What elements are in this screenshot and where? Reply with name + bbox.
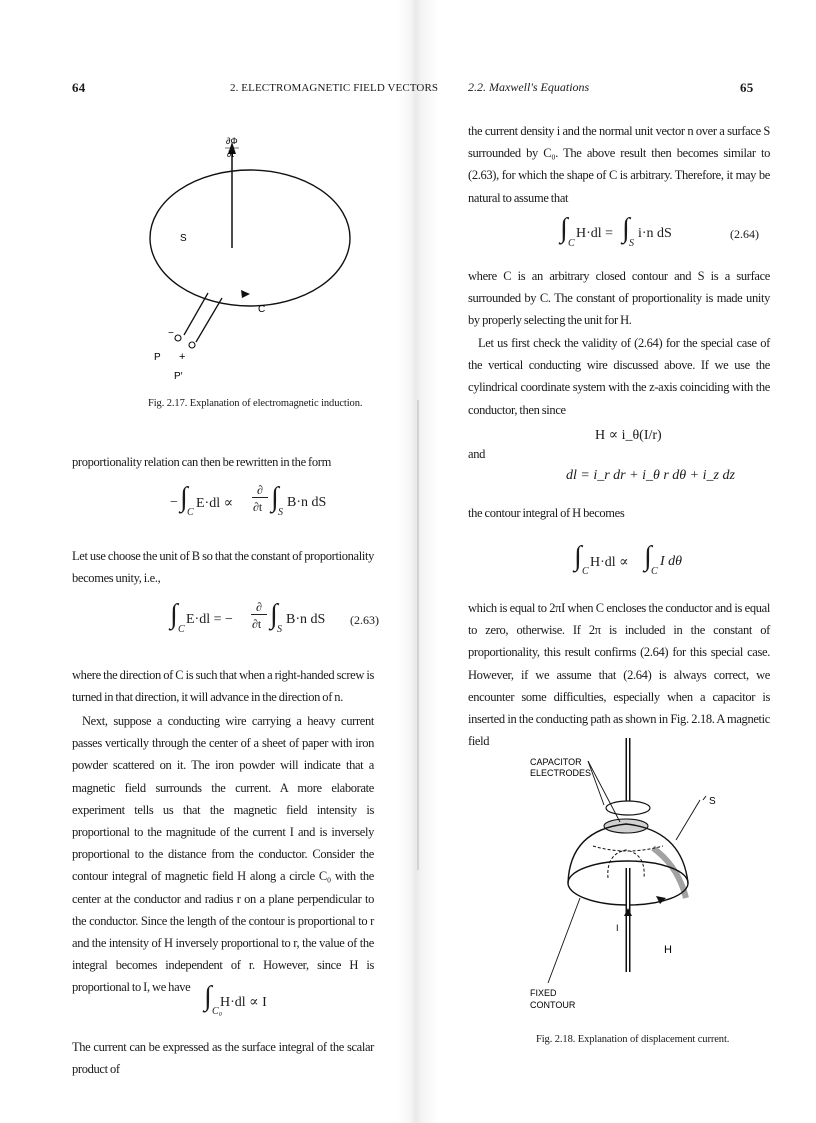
label-c: C — [258, 304, 266, 315]
label-p-prime: P′ — [174, 371, 183, 382]
label-minus: − — [168, 328, 174, 339]
label-p: P — [154, 352, 161, 363]
left-paragraph-2: Let use choose the unit of B so that the constant of proportionality becomes unity, i.e., — [72, 549, 374, 586]
contour-direction-arrow — [241, 290, 250, 298]
left-paragraph-1: proportionality relation can then be rewritten in the form — [72, 455, 331, 469]
fig-2-17-caption: Fig. 2.17. Explanation of electromagnetic induction. — [148, 398, 363, 409]
equation-2-63: ∫ C E·dl = − ∂ ∂t ∫ S B·n dS (2.63) — [170, 599, 379, 635]
right-paragraph-1: the current density i and the normal unit vector n over a surface S surrounded by C₀. The above result then becomes similar to (2.63), for which the shape of C is arbitrary. Therefore, it may be natural to assume that — [468, 124, 770, 205]
fig-2-18-caption: Fig. 2.18. Explanation of displacement current. — [536, 1034, 730, 1045]
equation-dl: dl = i_r dr + i_θ r dθ + i_z dz — [566, 468, 735, 483]
label-contour: CONTOUR — [530, 1000, 576, 1010]
lead-wire-right — [196, 298, 222, 342]
label-dt: ∂t — [227, 149, 234, 159]
left-running-header: 2. ELECTROMAGNETIC FIELD VECTORS — [230, 82, 439, 94]
figure-2-17 — [140, 130, 360, 390]
right-page-number: 65 — [740, 80, 754, 95]
word-and: and — [468, 447, 485, 461]
label-capacitor: CAPACITOR — [530, 757, 582, 767]
left-paragraph-4: Next, suppose a conducting wire carrying a heavy current passes vertically through the center of a sheet of paper with iron powder scattered on it. The iron powder will indicate that a magnetic field surrounds the current. A more elaborate experiment tells us that the magnetic field intensity is proportional to the magnitude of the current I and is inversely proportional to the distance from the conductor. Consider the contour integral of magnetic field H along a circle C₀ with the center at the conductor and radius r on a plane perpendicular to the conductor. Since the length of the contour is proportional to r and the intensity of H inversely proportional to r, the value of the integral becomes independent of r. However, since H is proportional to I, we have — [72, 714, 374, 995]
current-arrow — [624, 908, 632, 916]
gutter-shadow — [417, 400, 419, 870]
terminal-plus — [189, 342, 195, 348]
equation-2-64: ∫ C H·dl = ∫ S i·n dS (2.64) — [560, 213, 759, 249]
right-paragraph-3: Let us first check the validity of (2.64) for the special case of the vertical conducting wire discussed above. If we use the cylindrical coordinate system with the z-axis coinciding with the conductor, then since — [468, 336, 770, 417]
left-page-number: 64 — [72, 80, 86, 95]
equation-h-dl-prop-i: ∫ C₀ H·dl ∝ I — [204, 981, 267, 1017]
terminal-minus — [175, 335, 181, 341]
label-i: I — [616, 923, 619, 933]
left-paragraph-3: where the direction of C is such that when a right-handed screw is turned in that direction, it will advance in the direction of n. — [72, 668, 374, 705]
label-plus: + — [179, 351, 186, 363]
right-paragraph-2: where C is an arbitrary closed contour and S is a surface surrounded by C. The constant of proportionality is made unity by properly selecting the unit for H. — [468, 269, 770, 328]
left-paragraph-5: The current can be expressed as the surface integral of the scalar product of — [72, 1040, 374, 1077]
figure-2-18 — [528, 728, 748, 1028]
label-dphi: ∂Φ — [226, 136, 238, 146]
lower-electrode — [604, 819, 648, 833]
label-h: H — [664, 944, 672, 956]
label-s: S — [180, 233, 187, 244]
right-paragraph-5: which is equal to 2πI when C encloses the conductor and is equal to zero, otherwise. If 2π is included in the constant of proportionality, this result confirms (2.64) for this special case. However, if we assume that (2.64) is always correct, we encounter some difficulties, especially when a capacitor is inserted in the conducting path as shown in Fig. 2.18. A magnetic field — [468, 601, 770, 749]
label-s: S — [709, 796, 716, 807]
label-electrodes: ELECTRODES — [530, 768, 592, 778]
equation-h-prop: H ∝ i_θ(I/r) — [595, 428, 662, 443]
right-running-header: 2.2. Maxwell's Equations — [468, 80, 590, 94]
equation-contour-integral: ∫ C H·dl ∝ ∫ C I dθ — [574, 541, 683, 577]
label-fixed: FIXED — [530, 988, 557, 998]
equation-proportional: − ∫ C E·dl ∝ ∂ ∂t ∫ S B·n dS — [170, 482, 327, 518]
right-paragraph-4: the contour integral of H becomes — [468, 506, 625, 520]
